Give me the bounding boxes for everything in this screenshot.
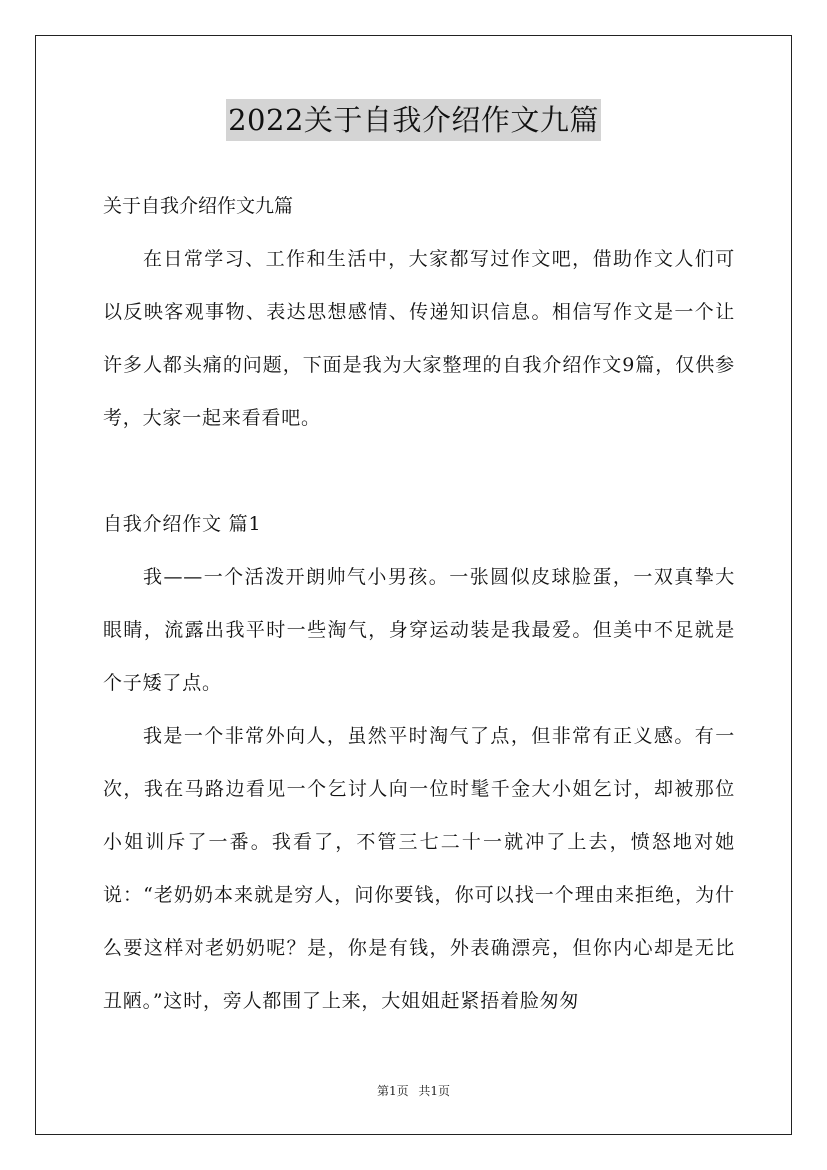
body-paragraph: 我是一个非常外向人，虽然平时淘气了点，但非常有正义感。有一次，我在马路边看见一个乞讨人向一位时髦千金大小姐乞讨，却被那位小姐训斥了一番。我看了，不管三七二十一就冲了上去，愤怒地对她说：“老奶奶本来就是穷人，问你要钱，你可以找一个理由来拒绝，为什么要这样对老奶奶呢？是，你是有钱，外表确漂亮，但你内心却是无比丑陋。”这时，旁人都围了上来，大姐姐赶紧捂着脸匆匆: [103, 725, 735, 1012]
document-title: 2022关于自我介绍作文九篇: [226, 99, 601, 141]
intro-paragraph: 在日常学习、工作和生活中，大家都写过作文吧，借助作文人们可以反映客观事物、表达思想感情、传递知识信息。相信写作文是一个让许多人都头痛的问题，下面是我为大家整理的自我介绍作文9篇，仅供参考，大家一起来看看吧。: [103, 248, 735, 429]
page-footer: [0, 1082, 827, 1099]
page-number: 第1页: [376, 1084, 409, 1098]
section-gap: [103, 445, 735, 498]
title-container: [0, 99, 827, 141]
total-pages: 共1页: [418, 1084, 451, 1098]
document-body: [103, 180, 735, 1028]
document-subtitle: 关于自我介绍作文九篇: [103, 195, 294, 217]
body-paragraph: 我——一个活泼开朗帅气小男孩。一张圆似皮球脸蛋，一双真挚大眼睛，流露出我平时一些淘气，身穿运动装是我最爱。但美中不足就是个子矮了点。: [103, 566, 735, 694]
section-title: 自我介绍作文 篇1: [103, 513, 262, 535]
